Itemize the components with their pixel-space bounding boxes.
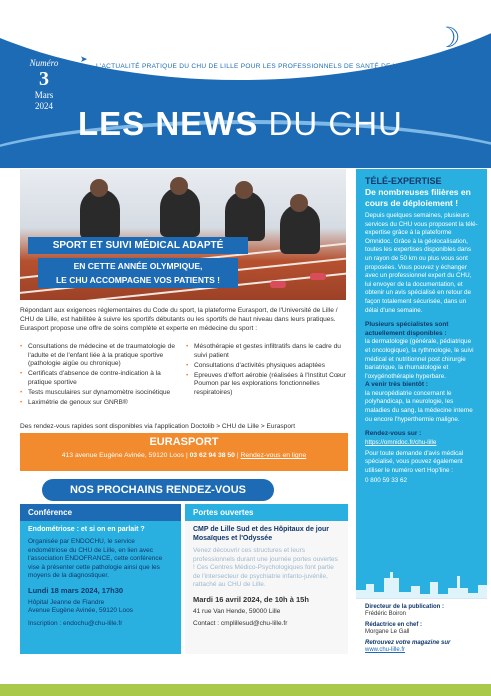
chu-lille-logo bbox=[418, 22, 478, 92]
footer-bar bbox=[0, 684, 491, 696]
services-list-right bbox=[186, 343, 348, 399]
conference-place-line-1: Hôpital Jeanne de Flandre bbox=[28, 598, 105, 606]
director-label: Directeur de la publication : bbox=[365, 604, 445, 610]
online-note: Retrouvez votre magazine sur bbox=[365, 639, 451, 646]
editor-name: Morgane Le Gall bbox=[365, 629, 410, 636]
issue-info bbox=[20, 58, 68, 112]
rendezvous-heading: NOS PROCHAINS RENDEZ-VOUS bbox=[42, 479, 274, 501]
runner-figure bbox=[225, 191, 265, 241]
link-label: Rendez-vous sur : bbox=[365, 430, 422, 438]
sidebar-headline: De nombreuses filières en cours de déploiement ! bbox=[365, 187, 471, 208]
masthead-main: LES NEWS bbox=[78, 105, 259, 142]
director-name: Frédéric Boiron bbox=[365, 611, 407, 618]
logo-mark-icon: ☽ bbox=[435, 22, 461, 53]
eurasport-phone: 03 62 94 38 50 bbox=[189, 452, 235, 459]
feature-subtitle-line-1: EN CETTE ANNÉE OLYMPIQUE, bbox=[73, 261, 203, 271]
running-shoe bbox=[310, 273, 326, 280]
conference-contact[interactable]: Inscription : endochu@chu-lille.fr bbox=[28, 619, 123, 627]
city-skyline-illustration bbox=[356, 568, 487, 598]
services-list-left bbox=[20, 343, 178, 409]
hotline-number: 0 800 59 33 62 bbox=[365, 476, 408, 484]
sidebar-section-title: TÉLÉ-EXPERTISE bbox=[365, 176, 442, 186]
open-doors-card bbox=[185, 504, 348, 654]
masthead-title bbox=[78, 105, 403, 143]
website-link[interactable]: www.chu-lille.fr bbox=[365, 647, 406, 654]
credits-box bbox=[356, 598, 487, 673]
list-item: • Tests musculaires sur dynamomètre isocinétique bbox=[20, 389, 178, 398]
feature-title: SPORT ET SUIVI MÉDICAL ADAPTÉ bbox=[28, 237, 248, 254]
feature-subtitle bbox=[38, 258, 238, 288]
open-doors-description: Venez découvrir ces structures et leurs professionnels durant une journée portes ouvertes ! Ces Centres Médico-Psychologiques font partie de l'intersecteur de psychiatrie infanto-juvénile, rattaché au CHU de Lille. bbox=[193, 547, 338, 588]
feature-intro: Répondant aux exigences réglementaires du Code du sport, la plateforme Eurasport, de l'Université de Lille / CHU de Lille, est habilitée à suivre les sportifs débutants ou les sportifs de haut niveau dans leurs pratiques. Eurasport propose une offre de soins complète et experte en médecine du sport : bbox=[20, 307, 338, 332]
coming-soon-title: A venir très bientôt : bbox=[365, 381, 428, 389]
coming-soon-text: la neuropédiatrie concernant le polyhandicap, la neurologie, les maladies du sang, la médecine interne ou encore l'hyperthermie maligne. bbox=[365, 389, 473, 423]
runner-figure bbox=[280, 204, 320, 254]
header-banner bbox=[0, 0, 491, 168]
editor-label: Rédactrice en chef : bbox=[365, 621, 423, 628]
logo-chu-text: CHU bbox=[430, 53, 466, 70]
feature-subtitle-line-2: LE CHU ACCOMPAGNE VOS PATIENTS ! bbox=[55, 275, 221, 285]
running-shoe bbox=[270, 281, 286, 288]
conference-description: Organisée par ENDOCHU, le service endométriose du CHU de Lille, en lien avec l'association ENDOFRANCE, cette conférence vise à présenter cette pathologie ainsi que les moyens de la diagnostiquer. bbox=[28, 538, 163, 579]
hotline-text: Pour toute demande d'avis médical spécialisé, vous pouvez également utiliser le numéro vert Hop'line : bbox=[365, 449, 464, 475]
conference-place-line-2: Avenue Eugène Avinée, 59120 Loos bbox=[28, 607, 133, 614]
list-item: • Mésothérapie et gestes infiltratifs dans le cadre du suivi patient bbox=[186, 343, 348, 360]
eurasport-name: EURASPORT bbox=[149, 436, 219, 448]
conference-place bbox=[20, 595, 181, 616]
conference-date: Lundi 18 mars 2024, 17h30 bbox=[28, 585, 124, 595]
appointments-note: Des rendez-vous rapides sont disponibles via l'application Doctolib > CHU de Lille > Eurasport bbox=[20, 423, 296, 430]
eurasport-address: 413 avenue Eugène Avinée, 59120 Loos bbox=[61, 452, 185, 459]
logo-lille-text: LILLE bbox=[433, 70, 463, 77]
open-doors-date: Mardi 16 avril 2024, de 10h à 15h bbox=[193, 594, 309, 604]
open-doors-contact[interactable]: Contact : cmplillesud@chu-lille.fr bbox=[193, 620, 288, 627]
paper-plane-icon: ➤ bbox=[80, 54, 88, 64]
runner-figure bbox=[80, 189, 120, 239]
eurasport-online-link[interactable]: Rendez-vous en ligne bbox=[240, 452, 307, 459]
issue-number: 3 bbox=[39, 68, 49, 90]
issue-label: Numéro bbox=[29, 58, 59, 68]
specialists-text: la dermatologie (générale, pédiatrique et oncologique), la rythmologie, le suivi médical et nutritionnel post chirurgie bariatrique, la rhumatologie et l'oxygénothérapie hyperbare. bbox=[365, 338, 474, 380]
list-item: • Laximétrie de genoux sur GNRB® bbox=[20, 399, 178, 408]
conference-topic: Endométriose : et si on en parlait ? bbox=[28, 526, 145, 533]
runner-figure bbox=[160, 187, 200, 237]
list-item: • Consultations d'activités physiques adaptées bbox=[186, 362, 348, 371]
list-item: • Epreuves d'effort aérobie (réalisées à l'Institut Cœur Poumon par les explorations fonctionnelles respiratoires) bbox=[186, 372, 348, 398]
open-doors-heading: Portes ouvertes bbox=[185, 504, 348, 521]
conference-heading: Conférence bbox=[20, 504, 181, 521]
issue-year: 2024 bbox=[35, 101, 53, 111]
masthead-du: DU CHU bbox=[258, 105, 403, 142]
specialists-title: Plusieurs spécialistes sont actuellement disponibles : bbox=[365, 321, 449, 337]
omnidoc-link[interactable]: https://omnidoc.fr/chu-lille bbox=[365, 438, 437, 446]
separator: | bbox=[185, 452, 190, 459]
eurasport-contact bbox=[20, 448, 348, 459]
open-doors-topic: CMP de Lille Sud et des Hôpitaux de jour Mosaïques et l'Odyssée bbox=[193, 526, 330, 542]
sidebar-intro-text: Depuis quelques semaines, plusieurs services du CHU vous proposent la télé-expertise grâce à la plateforme Omnidoc. Grâce à la géolocalisation, toutes les expertises disponibles dans un rayon de 50 km ou plus vous sont proposées. Vous pouvez y échanger avec un professionnel expert du CHU, lui envoyer de la documentation, et obtenir un avis spécialisé en retour de façon totalement sécurisée, dans un délai d'une semaine. bbox=[365, 212, 478, 314]
open-doors-place: 41 rue Van Hende, 59000 Lille bbox=[193, 607, 281, 615]
tele-expertise-sidebar bbox=[356, 169, 487, 598]
separator: | bbox=[236, 452, 241, 459]
conference-card bbox=[20, 504, 181, 654]
list-item: • Certificats d'absence de contre-indication à la pratique sportive bbox=[20, 370, 178, 387]
eurasport-banner bbox=[20, 433, 348, 471]
tagline: L'ACTUALITÉ PRATIQUE DU CHU DE LILLE POUR LES PROFESSIONNELS DE SANTÉ DE VILLE bbox=[96, 63, 413, 70]
list-item: • Consultations de médecine et de traumatologie de l'adulte et de l'enfant liée à la pratique sportive (pathologie aigüe ou chronique) bbox=[20, 343, 178, 369]
issue-month: Mars bbox=[34, 90, 54, 100]
